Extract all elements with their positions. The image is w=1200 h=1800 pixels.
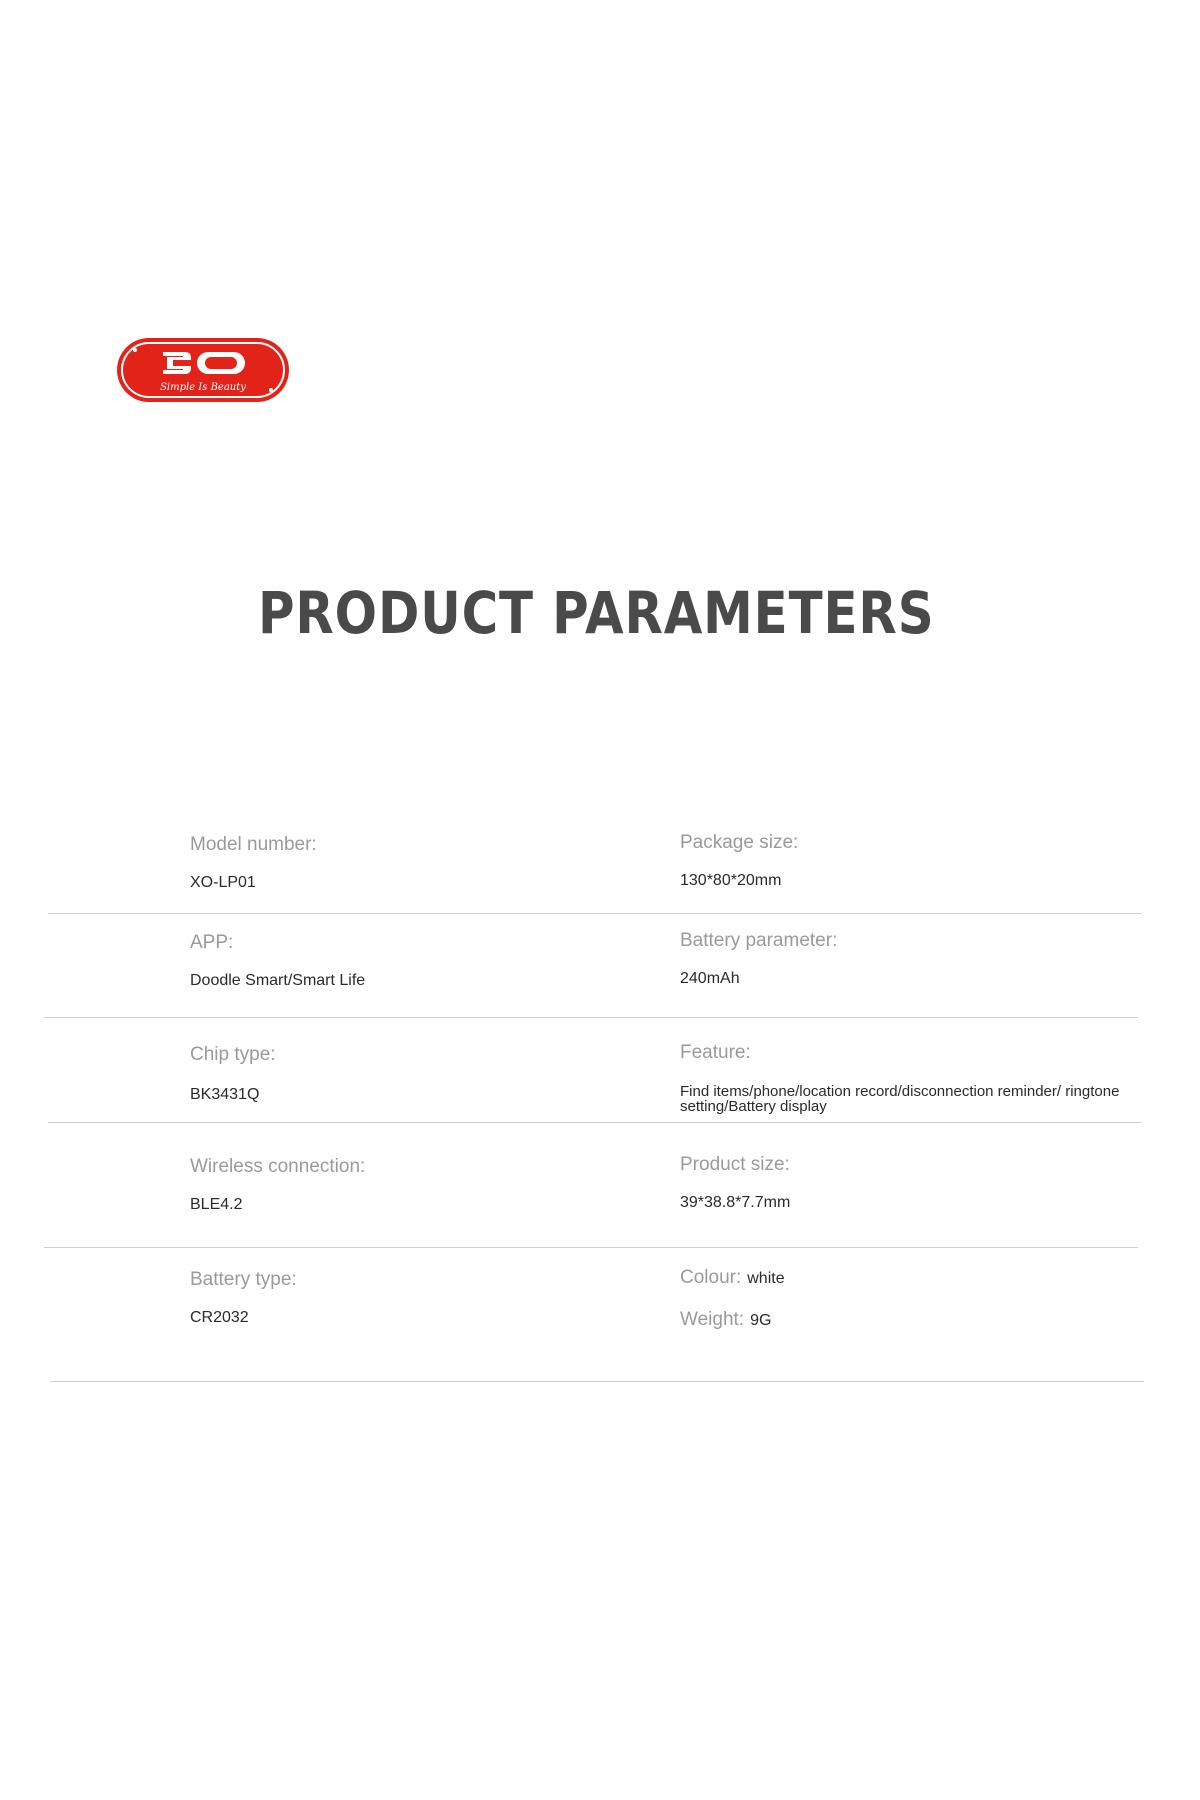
page-title: PRODUCT PARAMETERS: [258, 579, 935, 647]
product-size-value: 39*38.8*7.7mm: [680, 1194, 791, 1211]
wireless-connection-label: Wireless connection:: [190, 1156, 366, 1177]
weight-value: 9G: [750, 1312, 772, 1329]
row-divider: [44, 1247, 1138, 1248]
app-value: Doodle Smart/Smart Life: [190, 972, 366, 989]
product-size-label: Product size:: [680, 1154, 790, 1175]
colour-label: Colour:: [680, 1267, 742, 1288]
row-divider: [48, 913, 1142, 914]
feature-value: Find items/phone/location record/disconnection reminder/ ringtone setting/Battery display: [680, 1083, 1120, 1115]
chip-type-label: Chip type:: [190, 1044, 276, 1065]
battery-type-label: Battery type:: [190, 1269, 297, 1290]
package-size-value: 130*80*20mm: [680, 872, 782, 889]
row-divider: [50, 1381, 1144, 1382]
svg-text:Simple Is Beauty: Simple Is Beauty: [160, 382, 246, 393]
battery-type-value: CR2032: [190, 1309, 249, 1326]
weight-field: [680, 1310, 771, 1329]
wireless-connection-value: BLE4.2: [190, 1196, 243, 1213]
model-number-label: Model number:: [190, 834, 317, 855]
app-label: APP:: [190, 932, 234, 953]
colour-value: white: [747, 1270, 785, 1287]
row-divider: [48, 1122, 1142, 1123]
battery-parameter-label: Battery parameter:: [680, 930, 838, 951]
row-divider: [44, 1017, 1138, 1018]
colour-field: [680, 1268, 785, 1287]
package-size-label: Package size:: [680, 832, 799, 853]
weight-label: Weight:: [680, 1309, 745, 1330]
brand-logo: [115, 336, 291, 404]
model-number-value: XO-LP01: [190, 874, 256, 891]
feature-label: Feature:: [680, 1042, 751, 1063]
battery-parameter-value: 240mAh: [680, 970, 740, 987]
chip-type-value: BK3431Q: [190, 1086, 260, 1103]
